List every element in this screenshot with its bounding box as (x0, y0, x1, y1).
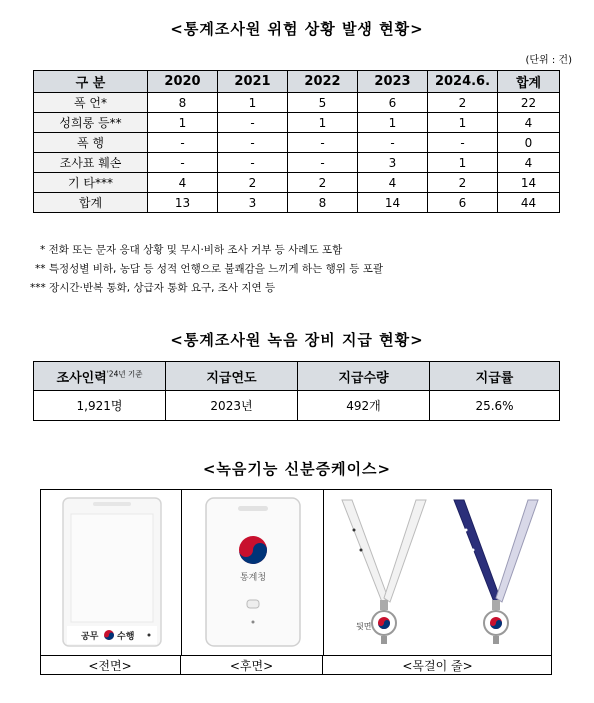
caption-front: <전면> (40, 655, 181, 675)
table-cell: 2 (218, 173, 288, 193)
header-cell: 지급수량 (298, 362, 430, 391)
table-row (34, 173, 560, 193)
id-case-title: <녹음기능 신분증케이스> (202, 460, 392, 478)
table-cell: 14 (498, 173, 560, 193)
table-cell: 3 (218, 193, 288, 213)
caption-row (40, 655, 552, 675)
header-cell: 지급연도 (166, 362, 298, 391)
table-cell: 1 (218, 93, 288, 113)
table-cell: - (288, 153, 358, 173)
id-case-back-image (182, 490, 323, 656)
table-cell: 3 (358, 153, 428, 173)
table-cell: 2023년 (166, 391, 298, 421)
table-cell: 4 (498, 153, 560, 173)
table-cell: 1 (358, 113, 428, 133)
table-cell: 5 (288, 93, 358, 113)
table-row (34, 113, 560, 133)
caption-lanyard: <목걸이 줄> (323, 655, 552, 675)
risk-stats-table (33, 70, 560, 213)
table-cell: 8 (288, 193, 358, 213)
footnote: * 전화 또는 문자 응대 상황 및 무시·비하 조사 거부 등 사례도 포함 (40, 244, 343, 256)
footnote: *** 장시간·반복 통화, 상급자 통화 요구, 조사 지연 등 (30, 282, 276, 294)
table-row (34, 133, 560, 153)
photo-frame (40, 489, 552, 675)
footnotes (30, 241, 383, 298)
table-cell: 8 (148, 93, 218, 113)
table-cell: 2 (288, 173, 358, 193)
photo-back (182, 490, 324, 656)
table-cell: 2 (428, 93, 498, 113)
table-cell: 13 (148, 193, 218, 213)
row-label: 합계 (34, 193, 148, 213)
table-cell: 4 (498, 113, 560, 133)
table-cell: - (148, 153, 218, 173)
table-cell: 6 (428, 193, 498, 213)
table-cell: 1,921명 (34, 391, 166, 421)
photo-lanyard (324, 490, 553, 656)
header-cell: 2023 (358, 71, 428, 93)
unit-label: (단위 : 건) (525, 55, 572, 66)
lanyard-back-label: 뒷면 (356, 622, 372, 631)
front-label-left: 공무 (81, 632, 99, 642)
table-cell: 492개 (298, 391, 430, 421)
table-header-row (34, 71, 560, 93)
table-cell: 14 (358, 193, 428, 213)
header-cell: 2022 (288, 71, 358, 93)
table-cell: 6 (358, 93, 428, 113)
table-cell: - (148, 133, 218, 153)
header-cell: 2021 (218, 71, 288, 93)
front-label-right: 수행 (117, 632, 135, 642)
table-row (34, 391, 560, 421)
caption-back: <후면> (181, 655, 323, 675)
table-cell: - (218, 113, 288, 133)
row-label: 성희롱 등** (34, 113, 148, 133)
equipment-table (33, 361, 560, 421)
table-cell: 4 (148, 173, 218, 193)
header-note: '24년 기준 (106, 369, 143, 379)
row-label: 조사표 훼손 (34, 153, 148, 173)
stats-title: <통계조사원 위험 상황 발생 현황> (170, 20, 424, 38)
table-cell: 22 (498, 93, 560, 113)
row-label: 폭 행 (34, 133, 148, 153)
header-cell (34, 362, 166, 391)
header-cell: 구 분 (34, 71, 148, 93)
footnote: ** 특정성별 비하, 농담 등 성적 언행으로 불쾌감을 느끼게 하는 행위 등 포괄 (35, 263, 384, 275)
table-cell: 4 (358, 173, 428, 193)
header-cell: 2020 (148, 71, 218, 93)
photo-front (41, 490, 182, 656)
header-label: 조사인력 (56, 370, 107, 386)
header-cell: 합계 (498, 71, 560, 93)
table-cell: - (218, 153, 288, 173)
table-cell: 0 (498, 133, 560, 153)
table-cell: - (358, 133, 428, 153)
table-cell: 1 (428, 153, 498, 173)
table-cell: - (428, 133, 498, 153)
table-cell: - (218, 133, 288, 153)
row-label: 폭 언* (34, 93, 148, 113)
table-header-row (34, 362, 560, 391)
header-cell: 지급률 (430, 362, 560, 391)
table-row (34, 93, 560, 113)
table-cell: 1 (148, 113, 218, 133)
equipment-title: <통계조사원 녹음 장비 지급 현황> (170, 331, 424, 349)
table-row (34, 153, 560, 173)
table-cell: 1 (428, 113, 498, 133)
table-total-row (34, 193, 560, 213)
table-cell: 44 (498, 193, 560, 213)
lanyard-image (324, 490, 552, 656)
table-cell: 25.6% (430, 391, 560, 421)
back-org-name: 통계청 (239, 573, 267, 583)
header-cell: 2024.6. (428, 71, 498, 93)
row-label: 기 타*** (34, 173, 148, 193)
table-cell: 2 (428, 173, 498, 193)
table-cell: 1 (288, 113, 358, 133)
id-case-front-image (41, 490, 181, 656)
table-cell: - (288, 133, 358, 153)
